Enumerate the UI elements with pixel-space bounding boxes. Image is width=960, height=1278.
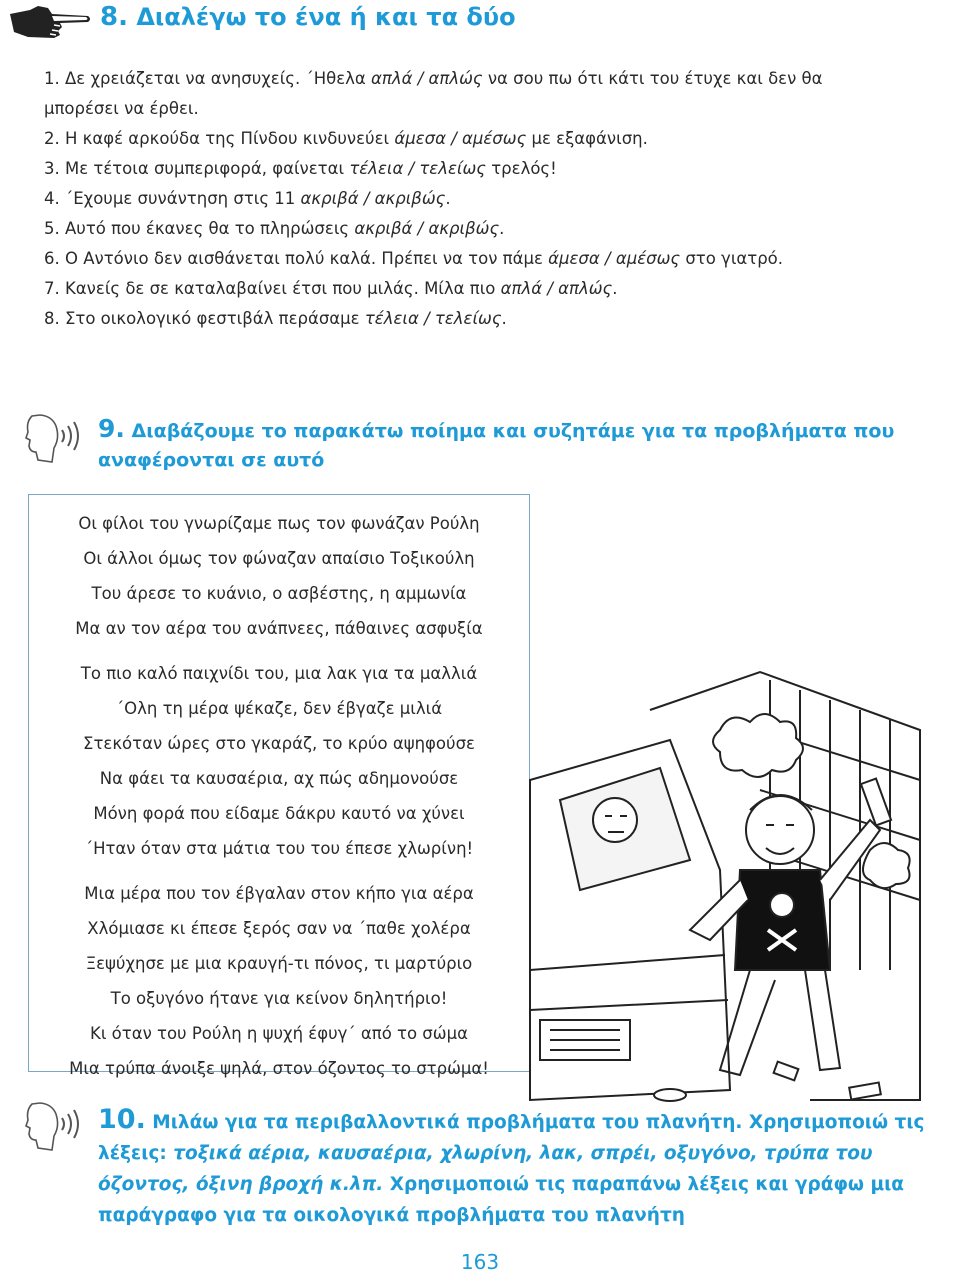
item-choice: ακριβά / ακριβώς (300, 189, 446, 208)
item-choice: ακριβά / ακριβώς (354, 219, 500, 238)
poem-line: Κι όταν του Ρούλη η ψυχή έφυγ΄ από το σώμα (90, 1024, 468, 1043)
cartoon-illustration (520, 670, 950, 1110)
exercise-9-heading: Διαβάζουμε το παρακάτω ποίημα και συζητάμε για τα προβλήματα που αναφέρονται σε αυτό (98, 420, 895, 471)
exercise-10-words: τοξικά αέρια, καυσαέρια, χλωρίνη, λακ, σπρέι, οξυγόνο, τρύπα του όζοντος, όξινη βροχή κ.λπ. (98, 1143, 873, 1195)
item-text: 8. Στο οικολογικό φεστιβάλ περάσαμε (44, 309, 365, 328)
item-text: . (501, 309, 507, 328)
item-choice: απλά / απλώς (371, 69, 483, 88)
item-text: 5. Αυτό που έκανες θα το πληρώσεις (44, 219, 355, 238)
stanza-gap (30, 646, 528, 656)
poem-line: Το πιο καλό παιχνίδι του, μια λακ για τα μαλλιά (80, 664, 478, 683)
poem-line: Του άρεσε το κυάνιο, ο ασβέστης, η αμμωνία (91, 584, 467, 603)
item-choice: τέλεια / τελείως (364, 309, 502, 328)
item-text: μπορέσει να έρθει. (44, 99, 199, 118)
poem-line: Οι φίλοι του γνωρίζαμε πως τον φωνάζαν Ρούλη (78, 514, 480, 533)
list-item (44, 154, 934, 184)
poem-line: Χλόμιασε κι έπεσε ξερός σαν να ΄παθε χολέρα (87, 919, 471, 938)
exercise-10-task: Χρησιμοποιώ τις παραπάνω λέξεις και γράφω μια παράγραφο για τα οικολογικά προβλήματα του πλανήτη (98, 1174, 904, 1226)
poem-line: Ξεψύχησε με μια κραυγή-τι πόνος, τι μαρτύριο (85, 954, 473, 973)
exercise-8-number: 8. (100, 2, 128, 32)
item-text: 3. Με τέτοια συμπεριφορά, φαίνεται (44, 159, 350, 178)
speaking-head-icon (24, 1100, 86, 1156)
list-item (44, 244, 934, 274)
list-item (44, 274, 934, 304)
pointing-hand-icon (8, 4, 92, 40)
speaking-head-icon (24, 412, 86, 468)
exercise-10-instructions: Μιλάω για τα περιβαλλοντικά προβλήματα του πλανήτη. Χρησιμοποιώ τις λέξεις: (98, 1112, 925, 1164)
exercise-9-number: 9. (98, 414, 125, 443)
item-text: να σου πω ότι κάτι του έτυχε και δεν θα (482, 69, 823, 88)
poem-line: Οι άλλοι όμως τον φώναζαν απαίσιο Τοξικούλη (83, 549, 475, 568)
exercise-8-heading: Διαλέγω το ένα ή και τα δύο (136, 3, 516, 31)
exercise-10-number: 10. (98, 1104, 146, 1135)
poem-line: Μα αν τον αέρα του ανάπνεες, πάθαινες ασφυξία (75, 619, 483, 638)
item-text: . (612, 279, 618, 298)
poem-line: ΄Ηταν όταν στα μάτια του του έπεσε χλωρίνη! (84, 839, 474, 858)
item-text: 2. Η καφέ αρκούδα της Πίνδου κινδυνεύει (44, 129, 395, 148)
list-item (44, 64, 934, 94)
item-text: στο γιατρό. (680, 249, 784, 268)
item-text: τρελός! (486, 159, 557, 178)
exercise-10-title (98, 1104, 928, 1231)
item-text: 4. ΄Εχουμε συνάντηση στις 11 (44, 189, 301, 208)
list-item (44, 214, 934, 244)
poem-line: Μια τρύπα άνοιξε ψηλά, στον όζοντος το στρώμα! (69, 1059, 489, 1078)
poem-line: ΄Ολη τη μέρα ψέκαζε, δεν έβγαζε μιλιά (115, 699, 443, 718)
poem-line: Στεκόταν ώρες στο γκαράζ, το κρύο αψηφούσε (83, 734, 475, 753)
item-text: 7. Κανείς δε σε καταλαβαίνει έτσι που μιλάς. Μίλα πιο (44, 279, 501, 298)
item-text: . (499, 219, 505, 238)
list-item (44, 94, 934, 124)
exercise-8-list (44, 64, 934, 334)
stanza-gap (30, 866, 528, 876)
poem-line: Το οξυγόνο ήτανε για κείνον δηλητήριο! (110, 989, 448, 1008)
page-number: 163 (460, 1250, 500, 1274)
list-item (44, 124, 934, 154)
item-text: 1. Δε χρειάζεται να ανησυχείς. ΄Ηθελα (44, 69, 372, 88)
exercise-9-title (98, 414, 938, 475)
poem-line: Να φάει τα καυσαέρια, αχ πώς αδημονούσε (99, 769, 459, 788)
exercise-8-title (100, 2, 516, 32)
poem (30, 506, 528, 1086)
item-choice: απλά / απλώς (500, 279, 613, 298)
poem-line: Μόνη φορά που είδαμε δάκρυ καυτό να χύνει (93, 804, 465, 823)
list-item (44, 184, 934, 214)
poem-line: Μια μέρα που τον έβγαλαν στον κήπο για αέρα (84, 884, 474, 903)
item-text: με εξαφάνιση. (526, 129, 648, 148)
item-choice: άμεσα / αμέσως (394, 129, 527, 148)
item-choice: τέλεια / τελείως (349, 159, 486, 178)
list-item (44, 304, 934, 334)
item-text: . (445, 189, 451, 208)
item-choice: άμεσα / αμέσως (548, 249, 681, 268)
item-text: 6. Ο Αντόνιο δεν αισθάνεται πολύ καλά. Πρέπει να τον πάμε (44, 249, 549, 268)
